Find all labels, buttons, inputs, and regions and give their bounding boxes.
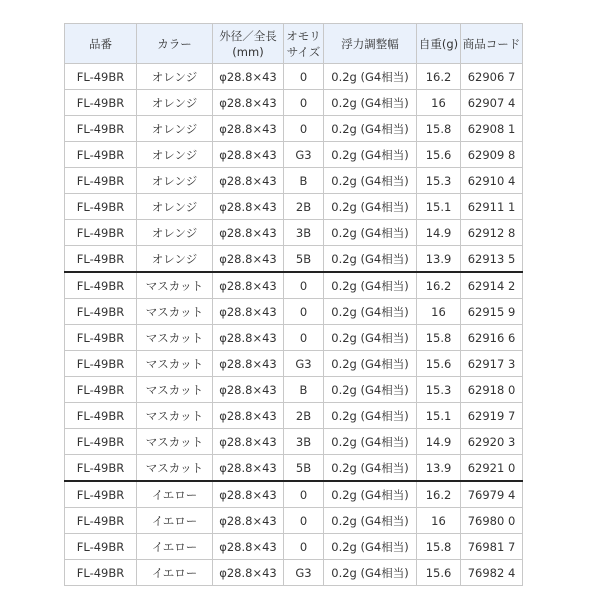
cell-self-weight: 15.6 — [417, 351, 461, 377]
header-size-line2: (mm) — [232, 44, 264, 59]
cell-part-no: FL-49BR — [65, 429, 137, 455]
cell-self-weight: 16 — [417, 508, 461, 534]
table-header-row — [65, 24, 523, 64]
cell-weight: G3 — [284, 560, 324, 586]
cell-size: φ28.8×43 — [213, 299, 284, 325]
cell-self-weight: 15.8 — [417, 116, 461, 142]
table-row — [65, 403, 523, 429]
table-row — [65, 64, 523, 90]
cell-color: オレンジ — [137, 168, 213, 194]
cell-part-no: FL-49BR — [65, 194, 137, 220]
cell-color: マスカット — [137, 377, 213, 403]
cell-product-code: 62914 2 — [461, 272, 523, 299]
cell-color: イエロー — [137, 560, 213, 586]
cell-self-weight: 16 — [417, 90, 461, 116]
cell-size: φ28.8×43 — [213, 351, 284, 377]
cell-self-weight: 13.9 — [417, 455, 461, 482]
cell-part-no: FL-49BR — [65, 220, 137, 246]
cell-weight: 0 — [284, 64, 324, 90]
cell-weight: 5B — [284, 455, 324, 482]
cell-product-code: 76982 4 — [461, 560, 523, 586]
cell-buoyancy: 0.2g (G4相当) — [324, 246, 417, 273]
cell-weight: B — [284, 168, 324, 194]
cell-weight: 3B — [284, 429, 324, 455]
cell-buoyancy: 0.2g (G4相当) — [324, 168, 417, 194]
table-body — [65, 64, 523, 586]
header-buoyancy: 浮力調整幅 — [324, 24, 417, 64]
cell-size: φ28.8×43 — [213, 116, 284, 142]
cell-size: φ28.8×43 — [213, 272, 284, 299]
cell-color: オレンジ — [137, 116, 213, 142]
table-row — [65, 325, 523, 351]
cell-buoyancy: 0.2g (G4相当) — [324, 429, 417, 455]
cell-part-no: FL-49BR — [65, 481, 137, 508]
header-size-line1: 外径／全長 — [219, 28, 277, 43]
cell-buoyancy: 0.2g (G4相当) — [324, 481, 417, 508]
cell-weight: 0 — [284, 481, 324, 508]
cell-size: φ28.8×43 — [213, 246, 284, 273]
table-row — [65, 272, 523, 299]
cell-weight: 0 — [284, 508, 324, 534]
cell-weight: 2B — [284, 403, 324, 429]
cell-size: φ28.8×43 — [213, 142, 284, 168]
header-weight — [284, 24, 324, 64]
cell-part-no: FL-49BR — [65, 90, 137, 116]
cell-weight: 5B — [284, 246, 324, 273]
cell-self-weight: 15.1 — [417, 194, 461, 220]
cell-weight: B — [284, 377, 324, 403]
cell-self-weight: 16.2 — [417, 272, 461, 299]
cell-self-weight: 16 — [417, 299, 461, 325]
cell-size: φ28.8×43 — [213, 377, 284, 403]
cell-size: φ28.8×43 — [213, 534, 284, 560]
cell-size: φ28.8×43 — [213, 220, 284, 246]
cell-product-code: 62917 3 — [461, 351, 523, 377]
cell-part-no: FL-49BR — [65, 377, 137, 403]
cell-product-code: 62912 8 — [461, 220, 523, 246]
cell-weight: 0 — [284, 272, 324, 299]
cell-color: マスカット — [137, 272, 213, 299]
cell-part-no: FL-49BR — [65, 455, 137, 482]
product-spec-table — [64, 23, 523, 586]
cell-color: オレンジ — [137, 64, 213, 90]
cell-part-no: FL-49BR — [65, 64, 137, 90]
cell-buoyancy: 0.2g (G4相当) — [324, 142, 417, 168]
cell-product-code: 62921 0 — [461, 455, 523, 482]
cell-weight: 0 — [284, 90, 324, 116]
cell-weight: 0 — [284, 299, 324, 325]
table-row — [65, 455, 523, 482]
cell-part-no: FL-49BR — [65, 560, 137, 586]
header-part-no: 品番 — [65, 24, 137, 64]
cell-size: φ28.8×43 — [213, 508, 284, 534]
cell-part-no: FL-49BR — [65, 142, 137, 168]
cell-product-code: 62911 1 — [461, 194, 523, 220]
cell-part-no: FL-49BR — [65, 116, 137, 142]
cell-weight: 0 — [284, 116, 324, 142]
cell-weight: 0 — [284, 325, 324, 351]
table-row — [65, 377, 523, 403]
cell-size: φ28.8×43 — [213, 403, 284, 429]
cell-color: マスカット — [137, 325, 213, 351]
cell-color: マスカット — [137, 299, 213, 325]
cell-product-code: 62908 1 — [461, 116, 523, 142]
cell-buoyancy: 0.2g (G4相当) — [324, 351, 417, 377]
cell-product-code: 62906 7 — [461, 64, 523, 90]
cell-color: オレンジ — [137, 142, 213, 168]
cell-part-no: FL-49BR — [65, 299, 137, 325]
cell-part-no: FL-49BR — [65, 246, 137, 273]
header-product-code: 商品コード — [461, 24, 523, 64]
cell-product-code: 62918 0 — [461, 377, 523, 403]
cell-product-code: 62916 6 — [461, 325, 523, 351]
header-weight-line1: オモリ — [286, 28, 321, 43]
cell-buoyancy: 0.2g (G4相当) — [324, 403, 417, 429]
cell-size: φ28.8×43 — [213, 90, 284, 116]
table-row — [65, 246, 523, 273]
cell-size: φ28.8×43 — [213, 481, 284, 508]
cell-self-weight: 15.8 — [417, 534, 461, 560]
cell-weight: 3B — [284, 220, 324, 246]
header-color: カラー — [137, 24, 213, 64]
cell-buoyancy: 0.2g (G4相当) — [324, 455, 417, 482]
cell-part-no: FL-49BR — [65, 534, 137, 560]
cell-part-no: FL-49BR — [65, 168, 137, 194]
cell-buoyancy: 0.2g (G4相当) — [324, 560, 417, 586]
cell-product-code: 76979 4 — [461, 481, 523, 508]
cell-self-weight: 16.2 — [417, 64, 461, 90]
cell-part-no: FL-49BR — [65, 403, 137, 429]
cell-buoyancy: 0.2g (G4相当) — [324, 377, 417, 403]
table-row — [65, 220, 523, 246]
cell-self-weight: 15.1 — [417, 403, 461, 429]
cell-product-code: 76981 7 — [461, 534, 523, 560]
cell-self-weight: 15.8 — [417, 325, 461, 351]
cell-size: φ28.8×43 — [213, 429, 284, 455]
cell-size: φ28.8×43 — [213, 168, 284, 194]
cell-product-code: 62919 7 — [461, 403, 523, 429]
cell-size: φ28.8×43 — [213, 64, 284, 90]
cell-color: オレンジ — [137, 90, 213, 116]
cell-buoyancy: 0.2g (G4相当) — [324, 90, 417, 116]
cell-color: オレンジ — [137, 194, 213, 220]
cell-size: φ28.8×43 — [213, 194, 284, 220]
table-row — [65, 90, 523, 116]
cell-color: オレンジ — [137, 246, 213, 273]
cell-product-code: 62915 9 — [461, 299, 523, 325]
cell-color: マスカット — [137, 351, 213, 377]
table-row — [65, 508, 523, 534]
table-row — [65, 481, 523, 508]
cell-part-no: FL-49BR — [65, 272, 137, 299]
cell-weight: 2B — [284, 194, 324, 220]
cell-size: φ28.8×43 — [213, 325, 284, 351]
table-row — [65, 560, 523, 586]
table-row — [65, 116, 523, 142]
cell-part-no: FL-49BR — [65, 325, 137, 351]
table-row — [65, 194, 523, 220]
cell-color: マスカット — [137, 429, 213, 455]
table-row — [65, 351, 523, 377]
cell-buoyancy: 0.2g (G4相当) — [324, 508, 417, 534]
cell-color: イエロー — [137, 481, 213, 508]
cell-self-weight: 14.9 — [417, 429, 461, 455]
cell-buoyancy: 0.2g (G4相当) — [324, 299, 417, 325]
cell-product-code: 62910 4 — [461, 168, 523, 194]
cell-color: イエロー — [137, 508, 213, 534]
table-row — [65, 534, 523, 560]
cell-weight: 0 — [284, 534, 324, 560]
cell-buoyancy: 0.2g (G4相当) — [324, 64, 417, 90]
cell-product-code: 62909 8 — [461, 142, 523, 168]
cell-self-weight: 13.9 — [417, 246, 461, 273]
cell-part-no: FL-49BR — [65, 508, 137, 534]
header-size — [213, 24, 284, 64]
cell-color: イエロー — [137, 534, 213, 560]
cell-product-code: 76980 0 — [461, 508, 523, 534]
table-row — [65, 299, 523, 325]
cell-buoyancy: 0.2g (G4相当) — [324, 534, 417, 560]
table-row — [65, 429, 523, 455]
cell-color: オレンジ — [137, 220, 213, 246]
cell-color: マスカット — [137, 403, 213, 429]
cell-size: φ28.8×43 — [213, 560, 284, 586]
cell-product-code: 62913 5 — [461, 246, 523, 273]
header-self-weight: 自重(g) — [417, 24, 461, 64]
cell-buoyancy: 0.2g (G4相当) — [324, 325, 417, 351]
cell-buoyancy: 0.2g (G4相当) — [324, 116, 417, 142]
cell-product-code: 62920 3 — [461, 429, 523, 455]
cell-self-weight: 16.2 — [417, 481, 461, 508]
cell-self-weight: 14.9 — [417, 220, 461, 246]
cell-part-no: FL-49BR — [65, 351, 137, 377]
cell-buoyancy: 0.2g (G4相当) — [324, 220, 417, 246]
table-row — [65, 142, 523, 168]
cell-size: φ28.8×43 — [213, 455, 284, 482]
header-weight-line2: サイズ — [286, 44, 321, 59]
cell-self-weight: 15.3 — [417, 168, 461, 194]
cell-buoyancy: 0.2g (G4相当) — [324, 272, 417, 299]
cell-weight: G3 — [284, 351, 324, 377]
cell-product-code: 62907 4 — [461, 90, 523, 116]
table-row — [65, 168, 523, 194]
cell-self-weight: 15.3 — [417, 377, 461, 403]
cell-self-weight: 15.6 — [417, 142, 461, 168]
cell-buoyancy: 0.2g (G4相当) — [324, 194, 417, 220]
cell-weight: G3 — [284, 142, 324, 168]
cell-self-weight: 15.6 — [417, 560, 461, 586]
cell-color: マスカット — [137, 455, 213, 482]
